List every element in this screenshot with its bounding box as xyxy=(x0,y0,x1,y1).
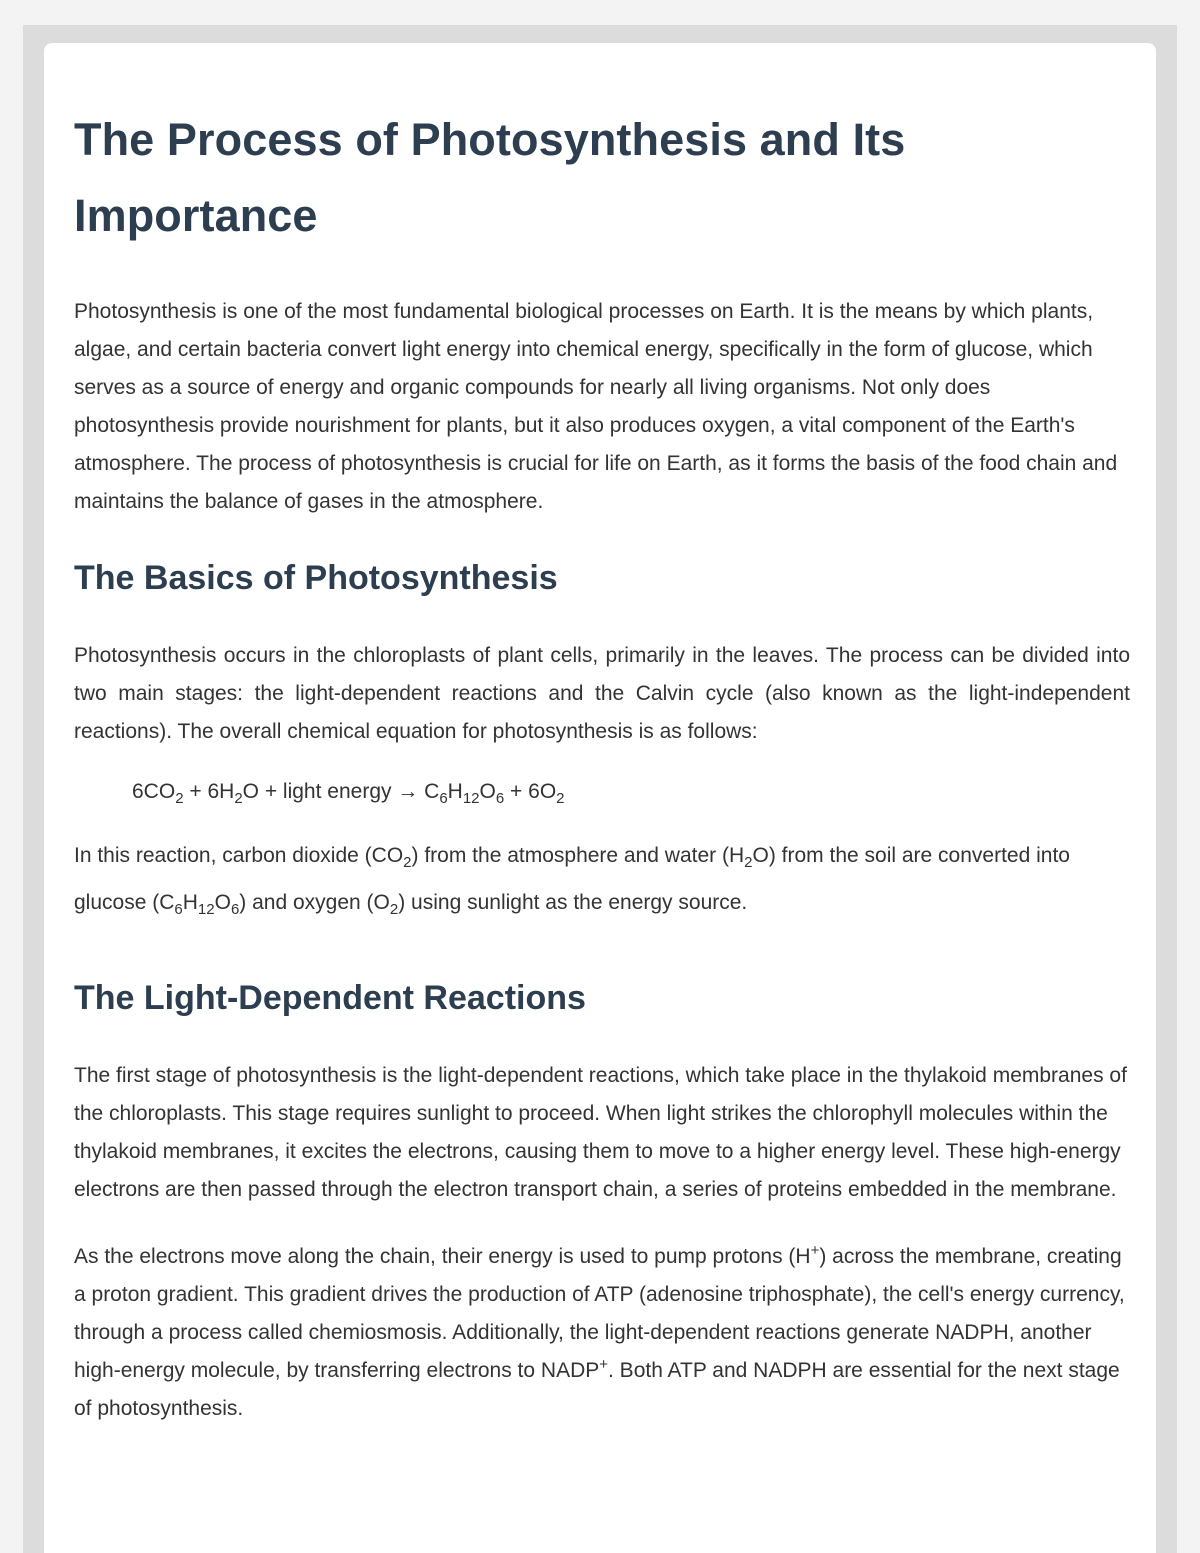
text-run: ) using sunlight as the energy source. xyxy=(398,891,748,914)
equation-subscript: 2 xyxy=(234,790,243,807)
equation-subscript: 2 xyxy=(556,790,565,807)
subscript: 6 xyxy=(230,901,240,918)
section-heading-light-dependent: The Light-Dependent Reactions xyxy=(74,979,586,1017)
subscript: 2 xyxy=(744,854,753,871)
basics-paragraph: Photosynthesis occurs in the chloroplasts of plant cells, primarily in the leaves. The process can be divided into two main stages: the light-dependent reactions and the Calvin cycle (also known as the light-independent reactions). The overall chemical equation for photosynthesis is as follows: xyxy=(74,644,1130,743)
equation-part: O + light energy → C xyxy=(242,780,440,803)
superscript: + xyxy=(599,1356,609,1373)
equation-part: O xyxy=(479,780,496,803)
section-heading-basics: The Basics of Photosynthesis xyxy=(74,559,558,597)
equation-explanation-paragraph xyxy=(74,836,1130,930)
subscript: 2 xyxy=(389,901,399,918)
light-dependent-paragraph-1: The first stage of photosynthesis is the light-dependent reactions, which take place in the thylakoid membranes of the chloroplasts. This stage requires sunlight to proceed. When light strikes the chlorophyll molecules within the thylakoid membranes, it excites the electrons, causing them to move to a higher energy level. These high-energy electrons are then passed through the electron transport chain, a series of proteins embedded in the membrane. xyxy=(74,1064,1127,1201)
text-run: . Both ATP and NADPH are essential for the next stage of photosynthesis. xyxy=(74,1359,1120,1420)
equation-subscript: 2 xyxy=(175,790,184,807)
equation-subscript: 6 xyxy=(439,790,448,807)
equation-subscript: 6 xyxy=(495,790,505,807)
equation-subscript: 12 xyxy=(462,790,480,807)
text-run: O xyxy=(214,891,231,914)
equation-part: + 6O xyxy=(504,780,557,803)
text-run: As the electrons move along the chain, their energy is used to pump protons (H xyxy=(74,1245,811,1268)
equation-part: + 6H xyxy=(183,780,235,803)
text-run: ) across the membrane, creating a proton gradient. This gradient drives the production of ATP (adenosine triphosphate), the cell's energy currency, through a process called chemiosmosis. Additionally, the light-dependent reactions generate NADPH, another high-energy molecule, by transferring electrons to NADP xyxy=(74,1245,1125,1382)
light-dependent-paragraph-2 xyxy=(74,1238,1130,1428)
equation-part: H xyxy=(447,780,463,803)
equation-part: 6CO xyxy=(132,780,176,803)
subscript: 2 xyxy=(403,854,412,871)
text-run: O) from the soil are converted into glucose (C xyxy=(74,844,1070,914)
subscript: 6 xyxy=(174,901,183,918)
article-card xyxy=(44,43,1156,1553)
text-run: H xyxy=(182,891,198,914)
article-content xyxy=(74,43,1130,1428)
intro-paragraph: Photosynthesis is one of the most fundamental biological processes on Earth. It is the means by which plants, algae, and certain bacteria convert light energy into chemical energy, specifically in the form of glucose, which serves as a source of energy and organic compounds for nearly all living organisms. Not only does photosynthesis provide nourishment for plants, but it also produces oxygen, a vital component of the Earth's atmosphere. The process of photosynthesis is crucial for life on Earth, as it forms the basis of the food chain and maintains the balance of gases in the atmosphere. xyxy=(74,300,1118,513)
text-run: ) and oxygen (O xyxy=(239,891,390,914)
subscript: 12 xyxy=(197,901,215,918)
text-run: In this reaction, carbon dioxide (CO xyxy=(74,844,404,867)
superscript: + xyxy=(810,1242,820,1259)
photosynthesis-equation xyxy=(132,775,1130,816)
text-run: ) from the atmosphere and water (H xyxy=(411,844,745,867)
article-title: The Process of Photosynthesis and Its Importance xyxy=(74,114,906,241)
